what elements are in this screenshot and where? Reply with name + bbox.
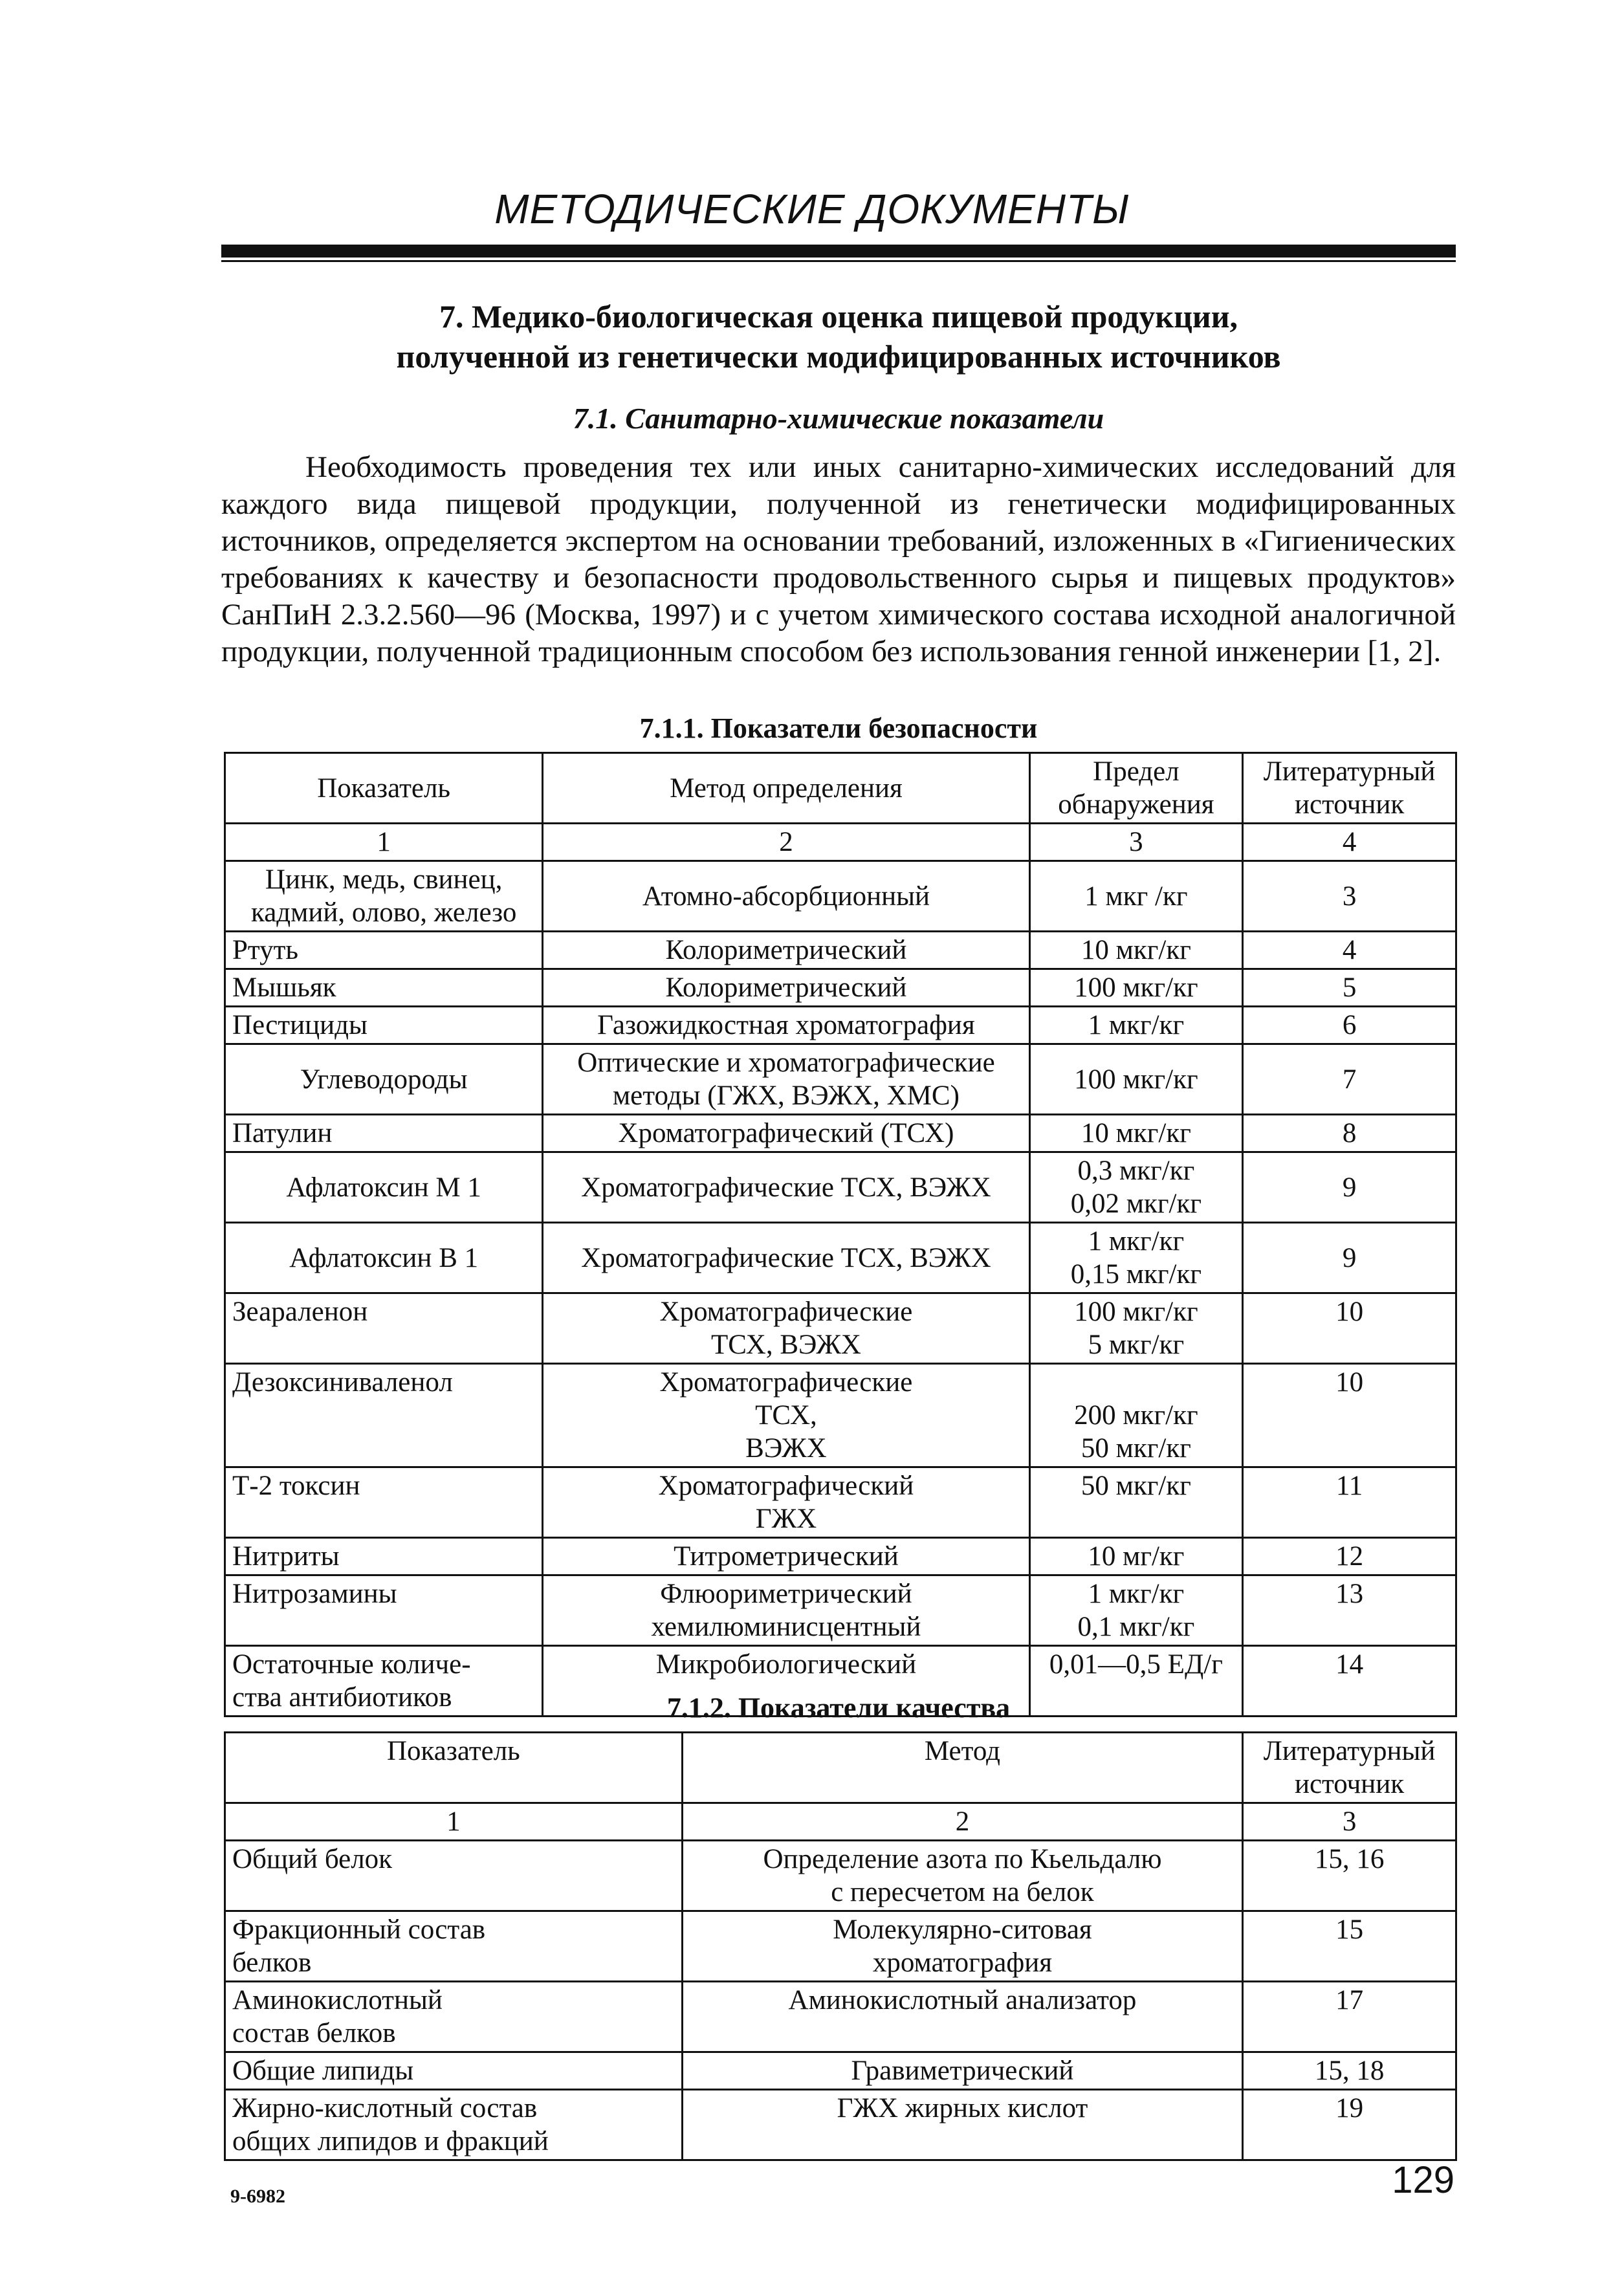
column-number: 1 — [225, 1803, 683, 1841]
header-indicator: Показатель — [225, 1733, 683, 1803]
indicator-cell: Дезоксиниваленол — [225, 1364, 543, 1467]
source-cell: 9 — [1243, 1152, 1456, 1223]
safety-number-row — [225, 824, 1456, 861]
source-cell: 10 — [1243, 1293, 1456, 1364]
source-cell: 7 — [1243, 1044, 1456, 1115]
table-row — [225, 1575, 1456, 1646]
indicator-cell: Остаточные количе- ства антибиотиков — [225, 1646, 543, 1717]
indicator-cell: Пестициды — [225, 1007, 543, 1044]
indicator-cell: Общий белок — [225, 1841, 683, 1911]
limit-cell: 1 мкг/кг 0,1 мкг/кг — [1029, 1575, 1243, 1646]
column-number: 3 — [1243, 1803, 1456, 1841]
limit-cell: 100 мкг/кг 5 мкг/кг — [1029, 1293, 1243, 1364]
indicator-cell: Патулин — [225, 1115, 543, 1152]
table-row — [225, 1467, 1456, 1538]
source-cell: 6 — [1243, 1007, 1456, 1044]
limit-cell: 100 мкг/кг — [1029, 969, 1243, 1007]
chapter-title — [221, 296, 1456, 377]
limit-cell: 1 мкг /кг — [1029, 861, 1243, 932]
method-cell: Колориметрический — [543, 969, 1029, 1007]
method-cell: Оптические и хроматографические методы (ГЖХ, ВЭЖХ, ХМС) — [543, 1044, 1029, 1115]
source-cell: 14 — [1243, 1646, 1456, 1717]
method-cell: Атомно-абсорбционный — [543, 861, 1029, 932]
table-row — [225, 1538, 1456, 1575]
source-cell: 12 — [1243, 1538, 1456, 1575]
table-row — [225, 1364, 1456, 1467]
indicator-cell: Жирно-кислотный состав общих липидов и фракций — [225, 2090, 683, 2160]
header-method: Метод определения — [543, 753, 1029, 824]
indicator-cell: Ртуть — [225, 932, 543, 969]
limit-cell: 50 мкг/кг — [1029, 1467, 1243, 1538]
table-row — [225, 1911, 1456, 1982]
column-number: 2 — [543, 824, 1029, 861]
quality-header-row — [225, 1733, 1456, 1803]
method-cell: Флюориметрический хемилюминисцентный — [543, 1575, 1029, 1646]
header-rule — [221, 245, 1456, 258]
chapter-title-line-2: полученной из генетически модифицированных источников — [396, 338, 1281, 375]
source-cell: 15, 16 — [1243, 1841, 1456, 1911]
source-cell: 10 — [1243, 1364, 1456, 1467]
limit-cell: 10 мкг/кг — [1029, 932, 1243, 969]
table-row — [225, 969, 1456, 1007]
table-row — [225, 1007, 1456, 1044]
table-row — [225, 2090, 1456, 2160]
indicator-cell: Т-2 токсин — [225, 1467, 543, 1538]
table-row — [225, 861, 1456, 932]
source-cell: 13 — [1243, 1575, 1456, 1646]
table-row — [225, 1115, 1456, 1152]
method-cell: Микробиологический — [543, 1646, 1029, 1717]
indicator-cell: Афлатоксин В 1 — [225, 1223, 543, 1293]
table-row — [225, 1982, 1456, 2052]
table-row — [225, 2052, 1456, 2090]
method-cell: Хроматографические ТСХ, ВЭЖХ — [543, 1364, 1029, 1467]
indicator-cell: Аминокислотный состав белков — [225, 1982, 683, 2052]
quality-table-title: 7.1.2. Показатели качества — [666, 1692, 1011, 1724]
source-cell: 5 — [1243, 969, 1456, 1007]
header-source: Литературный источник — [1243, 753, 1456, 824]
source-cell: 15 — [1243, 1911, 1456, 1982]
method-cell: Титрометрический — [543, 1538, 1029, 1575]
header-rule-thin — [221, 260, 1456, 262]
indicator-cell: Углеводороды — [225, 1044, 543, 1115]
limit-cell: 0,3 мкг/кг 0,02 мкг/кг — [1029, 1152, 1243, 1223]
method-cell: Аминокислотный анализатор — [682, 1982, 1242, 2052]
header-source: Литературный источник — [1243, 1733, 1456, 1803]
table-row — [225, 1293, 1456, 1364]
running-title: МЕТОДИЧЕСКИЕ ДОКУМЕНТЫ — [494, 186, 1130, 232]
source-cell: 17 — [1243, 1982, 1456, 2052]
method-cell: Газожидкостная хроматография — [543, 1007, 1029, 1044]
header-limit: Предел обнаружения — [1029, 753, 1243, 824]
section-title: 7.1. Санитарно-химические показатели — [573, 402, 1104, 435]
method-cell: Гравиметрический — [682, 2052, 1242, 2090]
limit-cell: 1 мкг/кг — [1029, 1007, 1243, 1044]
limit-cell: 0,01—0,5 ЕД/г — [1029, 1646, 1243, 1717]
method-cell: Хроматографические ТСХ, ВЭЖХ — [543, 1293, 1029, 1364]
limit-cell: 10 мг/кг — [1029, 1538, 1243, 1575]
indicator-cell: Нитрозамины — [225, 1575, 543, 1646]
quality-table — [224, 1731, 1457, 2161]
chapter-title-line-1: 7. Медико-биологическая оценка пищевой продукции, — [439, 298, 1238, 335]
indicator-cell: Зеараленон — [225, 1293, 543, 1364]
table-row — [225, 1152, 1456, 1223]
indicator-cell: Афлатоксин М 1 — [225, 1152, 543, 1223]
safety-table-title: 7.1.1. Показатели безопасности — [639, 712, 1038, 744]
source-cell: 8 — [1243, 1115, 1456, 1152]
limit-cell: 1 мкг/кг 0,15 мкг/кг — [1029, 1223, 1243, 1293]
method-cell: Хроматографические ТСХ, ВЭЖХ — [543, 1223, 1029, 1293]
limit-cell: 100 мкг/кг — [1029, 1044, 1243, 1115]
indicator-cell: Мышьяк — [225, 969, 543, 1007]
indicator-cell: Цинк, медь, свинец, кадмий, олово, железо — [225, 861, 543, 932]
source-cell: 3 — [1243, 861, 1456, 932]
method-cell: Молекулярно-ситовая хроматография — [682, 1911, 1242, 1982]
header-indicator: Показатель — [225, 753, 543, 824]
source-cell: 19 — [1243, 2090, 1456, 2160]
print-code: 9-6982 — [230, 2186, 285, 2207]
indicator-cell: Нитриты — [225, 1538, 543, 1575]
limit-cell: 200 мкг/кг 50 мкг/кг — [1029, 1364, 1243, 1467]
column-number: 2 — [682, 1803, 1242, 1841]
column-number: 1 — [225, 824, 543, 861]
indicator-cell: Общие липиды — [225, 2052, 683, 2090]
method-cell: Колориметрический — [543, 932, 1029, 969]
quality-number-row — [225, 1803, 1456, 1841]
intro-paragraph: Необходимость проведения тех или иных санитарно-химических исследований для каждого вида пищевой продукции, полученной из генетически модифицированных источников, определяется экспертом на основании требований, изложенных в «Гигиенических требованиях к качеству и безопасности продовольственного сырья и пищевых продуктов» СанПиН 2.3.2.560—96 (Москва, 1997) и с учетом химического состава исходной аналогичной продукции, полученной традиционным способом без использования генной инженерии [1, 2]. — [221, 450, 1456, 668]
method-cell: ГЖХ жирных кислот — [682, 2090, 1242, 2160]
source-cell: 15, 18 — [1243, 2052, 1456, 2090]
table-row — [225, 932, 1456, 969]
source-cell: 9 — [1243, 1223, 1456, 1293]
table-row — [225, 1223, 1456, 1293]
indicator-cell: Фракционный состав белков — [225, 1911, 683, 1982]
limit-cell: 10 мкг/кг — [1029, 1115, 1243, 1152]
safety-table — [224, 752, 1457, 1717]
column-number: 4 — [1243, 824, 1456, 861]
page-number: 129 — [1392, 2159, 1454, 2201]
method-cell: Хроматографический ГЖХ — [543, 1467, 1029, 1538]
method-cell: Хроматографический (ТСХ) — [543, 1115, 1029, 1152]
source-cell: 11 — [1243, 1467, 1456, 1538]
table-row — [225, 1841, 1456, 1911]
header-method: Метод — [682, 1733, 1242, 1803]
column-number: 3 — [1029, 824, 1243, 861]
method-cell: Определение азота по Кьельдалю с пересчетом на белок — [682, 1841, 1242, 1911]
method-cell: Хроматографические ТСХ, ВЭЖХ — [543, 1152, 1029, 1223]
table-row — [225, 1044, 1456, 1115]
source-cell: 4 — [1243, 932, 1456, 969]
safety-header-row — [225, 753, 1456, 824]
